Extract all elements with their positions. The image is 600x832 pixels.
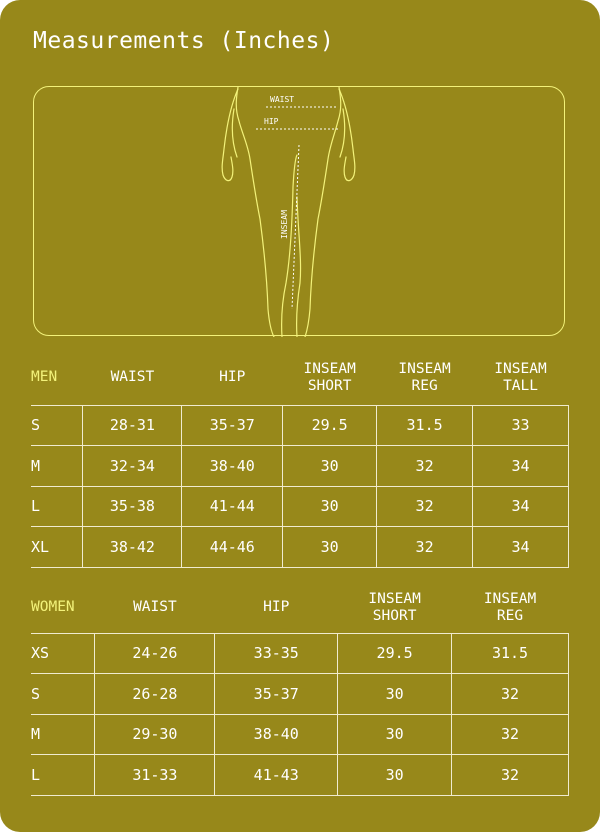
size-cell: XL	[31, 527, 83, 568]
table-cell: 34	[473, 486, 569, 527]
table-row	[31, 755, 569, 796]
size-cell: S	[31, 405, 83, 446]
hip-label: HIP	[264, 117, 279, 126]
table-cell: 34	[473, 527, 569, 568]
table-cell: 30	[283, 486, 377, 527]
table-cell: 33	[473, 405, 569, 446]
table-cell: 32	[377, 446, 473, 487]
waist-label: WAIST	[270, 95, 295, 104]
women-heading: WOMEN	[31, 599, 75, 616]
table-cell: 32-34	[83, 446, 182, 487]
column-header: WAIST	[110, 369, 155, 386]
table-cell: 30	[283, 527, 377, 568]
table-cell: 30	[338, 755, 452, 796]
table-cell: 41-43	[215, 755, 338, 796]
table-cell: 35-38	[83, 486, 182, 527]
men-header-row	[31, 351, 569, 405]
measurement-diagram	[33, 86, 565, 336]
inseam-label: INSEAM	[280, 210, 289, 239]
men-heading: MEN	[31, 369, 58, 386]
column-header: HIP	[263, 599, 290, 616]
table-cell: 29.5	[338, 633, 452, 674]
column-header: INSEAM REG	[483, 590, 537, 624]
table-cell: 34	[473, 446, 569, 487]
table-cell: 29.5	[283, 405, 377, 446]
table-cell: 31.5	[377, 405, 473, 446]
table-cell: 31.5	[452, 633, 569, 674]
table-cell: 35-37	[182, 405, 283, 446]
size-cell: L	[31, 486, 83, 527]
table-cell: 30	[338, 674, 452, 715]
table-row	[31, 446, 569, 487]
size-cell: XS	[31, 633, 95, 674]
body-outline-illustration	[34, 87, 566, 337]
table-cell: 41-44	[182, 486, 283, 527]
table-row	[31, 633, 569, 674]
table-cell: 38-40	[215, 714, 338, 755]
table-cell: 29-30	[95, 714, 215, 755]
size-cell: L	[31, 755, 95, 796]
table-cell: 38-42	[83, 527, 182, 568]
table-row	[31, 486, 569, 527]
table-cell: 26-28	[95, 674, 215, 715]
column-header: INSEAM SHORT	[303, 360, 356, 394]
table-cell: 30	[283, 446, 377, 487]
table-row	[31, 527, 569, 568]
table-cell: 32	[452, 674, 569, 715]
table-cell: 38-40	[182, 446, 283, 487]
table-cell: 32	[377, 527, 473, 568]
table-row	[31, 714, 569, 755]
table-cell: 28-31	[83, 405, 182, 446]
table-cell: 31-33	[95, 755, 215, 796]
table-cell: 32	[452, 755, 569, 796]
men-size-table	[31, 351, 569, 568]
column-header: INSEAM TALL	[494, 360, 547, 394]
column-header: HIP	[219, 369, 246, 386]
table-cell: 33-35	[215, 633, 338, 674]
women-size-table	[31, 583, 569, 796]
table-cell: 24-26	[95, 633, 215, 674]
table-cell: 44-46	[182, 527, 283, 568]
table-row	[31, 674, 569, 715]
table-cell: 30	[338, 714, 452, 755]
page-title: Measurements (Inches)	[33, 28, 335, 54]
column-header: INSEAM SHORT	[368, 590, 421, 624]
size-cell: M	[31, 714, 95, 755]
column-header: INSEAM REG	[398, 360, 451, 394]
table-cell: 32	[377, 486, 473, 527]
table-cell: 35-37	[215, 674, 338, 715]
table-row	[31, 405, 569, 446]
size-cell: S	[31, 674, 95, 715]
table-cell: 32	[452, 714, 569, 755]
size-cell: M	[31, 446, 83, 487]
women-header-row	[31, 583, 569, 633]
column-header: WAIST	[133, 599, 177, 616]
